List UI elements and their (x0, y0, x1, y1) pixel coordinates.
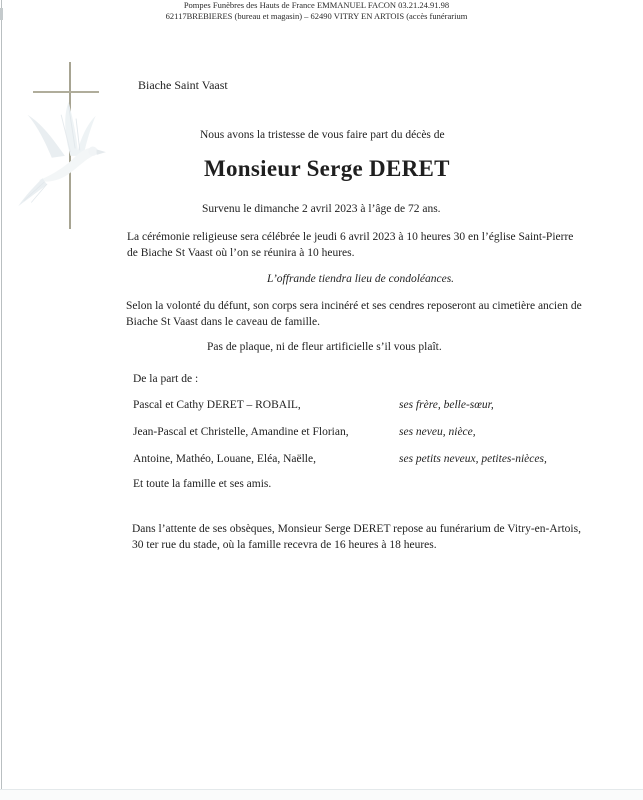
footer-line-2: 62117BREBIERES (bureau et magasin) – 62490 VITRY EN ARTOIS (accès funérarium (165, 11, 468, 21)
repose-paragraph: Dans l’attente de ses obsèques, Monsieur Serge DERET repose au funérarium de Vitry-en-Artois, 30 ter rue du stade, où la famille recevra de 16 heures à 18 heures. (132, 523, 581, 551)
ceremony-paragraph: La cérémonie religieuse sera célébrée le jeudi 6 avril 2023 à 10 heures 30 en l’église Saint-Pierre de Biache St Vaast où l’on se réunira à 10 heures. (127, 231, 574, 259)
scan-edge-line (1, 0, 2, 800)
family-relation: ses frère, belle-sœur, (399, 399, 494, 411)
death-date-line: Survenu le dimanche 2 avril 2023 à l’âge de 72 ans. (202, 203, 441, 215)
family-names: Jean-Pascal et Christelle, Amandine et Florian, (133, 426, 349, 438)
family-names: Antoine, Mathéo, Louane, Eléa, Naëlle, (133, 453, 316, 465)
ashes-paragraph: Selon la volonté du défunt, son corps sera incinéré et ses cendres reposeront au cimetière ancien de Biache St Vaast dans le caveau de famille. (126, 300, 582, 328)
dove-icon (16, 98, 110, 210)
announcement-intro: Nous avons la tristesse de vous faire part du décès de (200, 129, 445, 141)
family-row (133, 398, 633, 414)
deceased-name-title: Monsieur Serge DERET (204, 156, 450, 181)
family-names: Et toute la famille et ses amis. (133, 478, 272, 490)
offering-line: L’offrande tiendra lieu de condoléances. (267, 273, 455, 285)
family-row (133, 425, 633, 441)
scan-artifact (0, 8, 3, 20)
scan-bottom-band (0, 790, 643, 800)
footer-line-1: Pompes Funèbres des Hauts de France EMMANUEL FACON 03.21.24.91.98 (183, 0, 450, 10)
from-label: De la part de : (133, 373, 199, 385)
cross-icon (33, 91, 99, 93)
funeral-home-footer (0, 0, 633, 22)
family-relation: ses petits neveux, petites-nièces, (399, 453, 547, 465)
family-row (133, 452, 633, 468)
family-relation: ses neveu, nièce, (399, 426, 476, 438)
city-name: Biache Saint Vaast (138, 78, 228, 92)
no-flowers-line: Pas de plaque, ni de fleur artificielle s’il vous plaît. (207, 341, 442, 353)
family-names: Pascal et Cathy DERET – ROBAIL, (133, 399, 301, 411)
family-row (133, 477, 633, 493)
